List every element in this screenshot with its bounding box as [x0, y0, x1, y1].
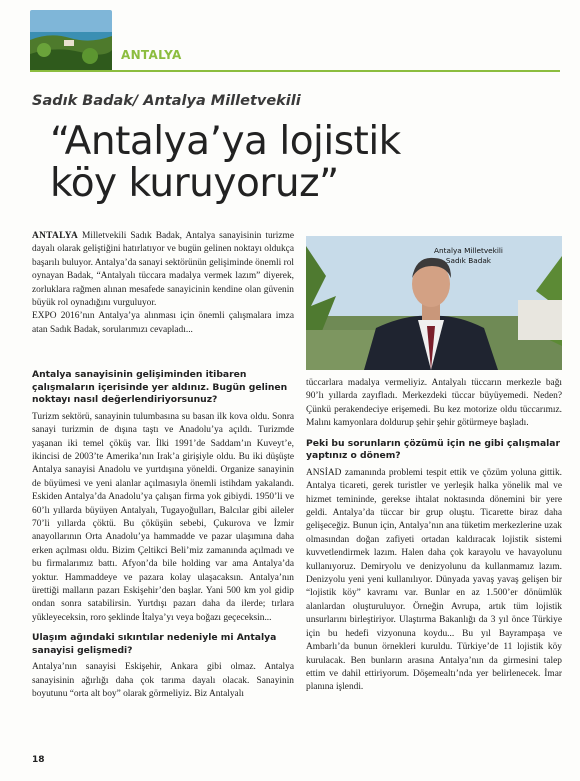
answer-2: Antalya’nın sanayisi Eskişehir, Ankara gibi olmaz. Antalya sanayisinin ağırlığı daha çok tarıma dayalı olacak. Sanayinin boyutunu “orta alt boy” olarak görmeliyiz. Biz Antalyalı [32, 662, 294, 700]
right-column [306, 377, 562, 695]
section-divider [30, 70, 560, 72]
headline [50, 121, 550, 205]
question-1: Antalya sanayisinin gelişiminden itibaren çalışmaların içerisinde yer aldınız. Bugün gelinen noktayı nasıl değerlendiriyorsunuz? [32, 369, 288, 406]
question-3: Peki bu sorunların çözümü için ne gibi çalışmalar yaptınız o dönem? [306, 437, 561, 462]
lead-dropname: ANTALYA [32, 231, 79, 241]
question-2: Ulaşım ağındaki sıkıntılar nedeniyle mi Antalya sanayisi gelişmedi? [32, 632, 277, 656]
headline-line-2: köy kuruyoruz” [50, 161, 339, 206]
photo-caption-line-2: Sadık Badak [445, 256, 492, 265]
byline: Sadık Badak/ Antalya Milletvekili [32, 93, 301, 109]
left-column [32, 362, 294, 702]
lead-text-2: EXPO 2016’nın Antalya’ya alınması için önemli çalışmalara imza atan Sadık Badak, sorularımızı cevapladı... [32, 311, 294, 335]
answer-3: ANSİAD zamanında problemi tespit ettik ve çözüm yoluna gittik. Antalya ticareti, gerek turistler ve yerleşik halka yönelik mal ve hizmet temininde, gerekse ihtalat noktasında dönemini bir yere geldi. Antalya’da tüccar bir grup oluştu. Ticarette biraz daha gelişeceğiz. Bunun için, Antalya’nın ana tüketim merkezlerine uzak olmasından doğan zafiyeti ortadan kaldıracak lojistik sistemi kuvvetlendirmek lazım. Halen daha çok karayolu ve havayolunu kullanıyoruz. Demiryolu ve denizyolunu da kullanmamız lazım. Denizyolu yeni yeni kullanılıyor. Dünyada yavaş yavaş gelişen bir “lojistik köy” kavramı var. Bunlar en az 1.500’er dönümlük alanlardan oluşturuluyor. Örneğin Avrupa, artık tüm lojistik unsurlarını birleştiriyor. Ulaştırma Bakanlığı da 3 yıl önce Türkiye için bu hedefi vizyonuna koydu... Bu yıl Bayrampaşa ve Ambarlı’da bunun örnekleri kuruldu. Türkiye’de 11 lojistik köy kurulacak. Ben bunların arasına Antalya’nın da girmesini talep ettim ve dahil ettiriyorum. Döşemealtı’nda yer belirlenecek. İmar planına işlendi. [306, 467, 562, 693]
answer-1: Turizm sektörü, sanayinin tulumbasına su basan ilk kova oldu. Sonra sanayi turizmin de dışına taştı ve Anadolu’ya açıldı. Turizmde yaşanan iki temel çöküş var. İlki 1991’de Saddam’ın Kuveyt’e, ikincisi de 2003’te Amerika’nın Irak’a girişiyle oldu. Bu iki düşüşte Antalya sanayisi Anadolu ve yurtdışına yöneldi. Organize sanayinin de büyümesi ve yeni alanlar açılmasıyla önemli istihdam yakalandı. Eskiden Antalya’da Anadolu’ya çalışan firma yok gibiydi. 1950’li ve 60’lı yıllarda büyüyen Antalyalı, Tugayoğulları, Balcılar gibi aileler 70’li yıllarda çöktü. Bu çöküşün sebebi, Çukurova ve İzmir anayollarının Orta Anadolu’ya hammadde ve pazar ulaşımına daha erken açılması oldu. Bizim Çeltikci Beli’miz zamanında açılmadı ve bu firmalarımız battı. Afyon’da bile holding var ama Antalya’da yoktur. Hammaddeye ve pazara kolay ulaşacaksın. Antalya’nın ürettiği malların pazarı Eskişehir’den başlar. Yani 500 km yol gidip ondan sonra satabilirsin. Yurtdışı pazarı daha da ilerde; tırlara yükleyeceksin, roro şeklinde İtalya’yı veya boğazı geçeceksin... [32, 411, 294, 623]
page-number: 18 [32, 755, 45, 765]
antalya-coast-photo [30, 10, 112, 72]
photo-caption-line-1: Antalya Milletvekili [434, 246, 503, 255]
answer-2-continued: tüccarlara madalya vermeliyiz. Antalyalı tüccarın merkezle bağı 90’lı yıllarda zayıfladı. Merkezdeki tüccar büyüyemedi. Neden? Çünkü perakendeciye erişemedi. Bu kez motorize oldu tüccarımız. Malını kamyonlara doldurup şehir şehir götürmeye başladı. [306, 378, 562, 429]
photo-caption [434, 246, 503, 266]
section-label: ANTALYA [121, 48, 182, 62]
lead-paragraph [32, 230, 294, 337]
lead-text: Milletvekili Sadık Badak, Antalya sanayisinin turizme dayalı olarak geliştiğini hatırlatıyor ve bugün gelinen noktayı oldukça başarılı buluyor. Antalya’da sanayi sektörünün gelişiminde önemli rol oynayan Badak, “Antalyalı tüccara madalya vermek lazım” diyerek, zorluklara rağmen alınan mesafede sanayicinin kendine olan güvenin büyük rol oynadığını vurguluyor. [32, 231, 294, 309]
headline-line-1: “Antalya’ya lojistik [50, 119, 401, 164]
